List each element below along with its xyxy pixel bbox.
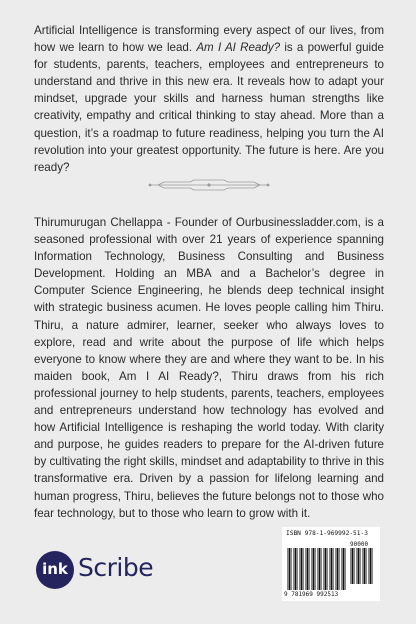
barcode-bars <box>287 548 347 590</box>
barcode-bar <box>321 548 322 590</box>
publisher-badge-text: ink <box>42 560 68 578</box>
barcode-bar <box>339 548 340 590</box>
barcode-bar <box>372 548 373 584</box>
barcode-bar <box>354 548 355 584</box>
barcode-bar <box>319 548 321 590</box>
barcode-bar <box>289 548 291 590</box>
barcode-bar <box>364 548 366 584</box>
barcode-bar <box>366 548 367 584</box>
barcode-bar <box>323 548 324 590</box>
barcode-bar <box>305 548 306 590</box>
barcode-bar <box>350 548 351 584</box>
barcode-bar <box>360 548 361 584</box>
barcode-bar <box>362 548 363 584</box>
barcode-bar <box>329 548 330 590</box>
blurb-intro: Artificial Intelligence is transforming every aspect of our lives, from how we learn to how we lead. <box>34 24 384 55</box>
barcode-bar <box>368 548 369 584</box>
barcode-bar <box>311 548 312 590</box>
barcode-bar <box>341 548 342 590</box>
barcode-bar <box>343 548 345 590</box>
barcode-bar <box>331 548 333 590</box>
publisher-name: Scribe <box>78 553 154 582</box>
barcode-bar <box>293 548 294 590</box>
circuit-divider-icon <box>148 179 270 191</box>
barcode-bar <box>303 548 304 590</box>
barcode-bar <box>337 548 339 590</box>
blurb-body: is a powerful guide for students, parents, teachers, employees and entrepreneurs to understand and thrive in this new era. It reveals how to adapt your mindset, upgrade your skills and harness human strengths like creativity, empathy and critical thinking to stay ahead. More than a question, it’s a roadmap to future readiness, helping you turn the AI revolution into your greatest opportunity. The future is here. Are you ready? <box>34 41 384 174</box>
barcode-bar <box>309 548 310 590</box>
barcode-bar <box>317 548 318 590</box>
price-code: 90000 <box>350 541 369 548</box>
barcode-bar <box>356 548 357 584</box>
barcode-bar <box>291 548 292 590</box>
barcode-bar <box>345 548 346 590</box>
barcode-bar <box>333 548 334 590</box>
barcode-bar <box>299 548 300 590</box>
barcode-bar <box>287 548 288 590</box>
barcode-addon-bars <box>350 548 374 584</box>
barcode-bar <box>297 548 298 590</box>
barcode-bar <box>315 548 316 590</box>
barcode-bar <box>352 548 354 584</box>
barcode-bar <box>301 548 303 590</box>
publisher-logo <box>36 549 166 589</box>
barcode-bar <box>307 548 309 590</box>
isbn-barcode <box>282 527 380 601</box>
book-blurb <box>34 22 384 176</box>
barcode-bar <box>295 548 297 590</box>
barcode-bar <box>358 548 360 584</box>
barcode-digits: 9 781969 992513 <box>284 591 339 598</box>
publisher-badge <box>36 551 74 589</box>
barcode-bar <box>335 548 336 590</box>
barcode-bar <box>370 548 372 584</box>
barcode-bar <box>327 548 328 590</box>
book-title: Am I AI Ready? <box>196 41 281 55</box>
author-bio: Thirumurugan Chellappa - Founder of Ourbusinessladder.com, is a seasoned professional with over 21 years of experience spanning Information Technology, Business Consulting and Business Development. Holding an MBA and a Bachelor’s degree in Computer Science Engineering, he blends deep technical insight with strategic business acumen. He loves people calling him Thiru. Thiru, a nature admirer, learner, seeker who always loves to explore, read and write about the purpose of life which helps everyone to know where they are and where they want to be. In his maiden book, Am I AI Ready?, Thiru draws from his rich professional journey to help students, parents, teachers, employees and entrepreneurs understand how technology has evolved and how Artificial Intelligence is reshaping the world today. With clarity and purpose, he guides readers to prepare for the AI-driven future by cultivating the right skills, mindset and adaptability to thrive in this transformative era. Driven by a passion for lifelong learning and human progress, Thiru, believes the future belongs not to those who fear technology, but to those who learn to grow with it. <box>34 216 384 520</box>
barcode-bar <box>313 548 315 590</box>
barcode-bar <box>325 548 327 590</box>
isbn-number: ISBN 978-1-969992-51-3 <box>286 530 368 537</box>
